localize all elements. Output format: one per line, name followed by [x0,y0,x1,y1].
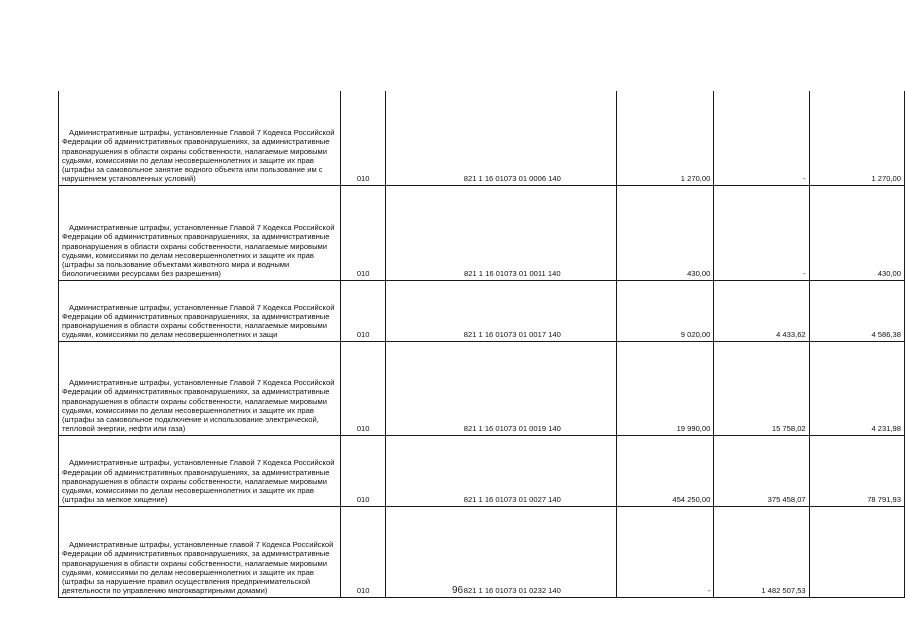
table-row [59,185,905,280]
table-row [59,435,905,506]
remaining-amount-cell: 78 791,93 [809,435,904,506]
line-code-cell: 010 [340,341,385,435]
budget-code-cell: 821 1 16 01073 01 0027 140 [386,435,617,506]
approved-amount-cell: - [617,506,714,597]
approved-amount-cell: 9 020,00 [617,280,714,341]
remaining-amount-cell: 4 231,98 [809,341,904,435]
revenue-name-cell [59,435,341,506]
remaining-amount-cell: 430,00 [809,185,904,280]
executed-amount-cell: 15 758,02 [714,341,809,435]
revenue-name-text: Административные штрафы, установленные Главой 7 Кодекса Российской Федерации об административных правонарушениях, за административные правонарушения в области охраны собственности, налагаемые мировыми судьями, комиссиями по делам несовершеннолетних и защите их прав (штрафы за мелкое хищение) [62,458,335,505]
approved-amount-cell: 454 250,00 [617,435,714,506]
budget-code-cell: 821 1 16 01073 01 0011 140 [386,185,617,280]
revenue-report-table [58,91,905,598]
remaining-amount-cell: 4 586,38 [809,280,904,341]
approved-amount-cell: 1 270,00 [617,91,714,185]
line-code-cell: 010 [340,506,385,597]
page-number: 96 [452,585,464,596]
approved-amount-cell: 430,00 [617,185,714,280]
revenue-name-text: Административные штрафы, установленные Главой 7 Кодекса Российской Федерации об административных правонарушениях, за административные правонарушения в области охраны собственности, налагаемые мировыми судьями, комиссиями по делам несовершеннолетних и защите их прав (штрафы за самовольное подключение и использование электрической, тепловой энергии, нефти или газа) [62,378,335,434]
revenue-name-text: Административные штрафы, установленные Главой 7 Кодекса Российской Федерации об административных правонарушениях, за административные правонарушения в области охраны собственности, налагаемые мировыми судьями, комиссиями по делам несовершеннолетних и защите их прав (штрафы за пользование объектами животного мира и водными биологическими ресурсами без разрешения) [62,223,335,279]
revenue-name-cell [59,91,341,185]
table-row [59,341,905,435]
budget-code-cell: 821 1 16 01073 01 0017 140 [386,280,617,341]
budget-code-cell: 821 1 16 01073 01 0019 140 [386,341,617,435]
remaining-amount-cell: 1 270,00 [809,91,904,185]
executed-amount-cell: 375 458,07 [714,435,809,506]
revenue-name-text: Административные штрафы, установленные главой 7 Кодекса Российской Федерации об административных правонарушениях, за административные правонарушения в области охраны собственности, налагаемые мировыми судьями, комиссиями по делам несовершеннолетних и защите их прав (штрафы за нарушение правил осуществления предпринимательской деятельности по управлению многоквартирными домами) [62,540,334,596]
line-code-cell: 010 [340,91,385,185]
revenue-name-cell [59,506,341,597]
budget-code-cell: 821 1 16 01073 01 0232 140 [386,506,617,597]
table-row [59,280,905,341]
revenue-name-text: Административные штрафы, установленные Главой 7 Кодекса Российской Федерации об административных правонарушениях, за административные правонарушения в области охраны собственности, налагаемые мировыми судьями, комиссиями по делам несовершеннолетних и защите их прав (штрафы за самовольное занятие водного объекта или пользование им с нарушением установленных условий) [62,128,335,184]
table-row [59,506,905,597]
table-row [59,91,905,185]
executed-amount-cell: - [714,91,809,185]
revenue-name-cell [59,185,341,280]
line-code-cell: 010 [340,185,385,280]
line-code-cell: 010 [340,435,385,506]
executed-amount-cell: 4 433,62 [714,280,809,341]
executed-amount-cell: 1 482 507,53 [714,506,809,597]
revenue-name-text: Административные штрафы, установленные Главой 7 Кодекса Российской Федерации об административных правонарушениях, за административные правонарушения в области охраны собственности, налагаемые мировыми судьями, комиссиями по делам несовершеннолетних и защи [62,302,335,340]
executed-amount-cell: - [714,185,809,280]
line-code-cell: 010 [340,280,385,341]
revenue-name-cell [59,341,341,435]
approved-amount-cell: 19 990,00 [617,341,714,435]
budget-code-cell: 821 1 16 01073 01 0006 140 [386,91,617,185]
revenue-name-cell [59,280,341,341]
remaining-amount-cell [809,506,904,597]
